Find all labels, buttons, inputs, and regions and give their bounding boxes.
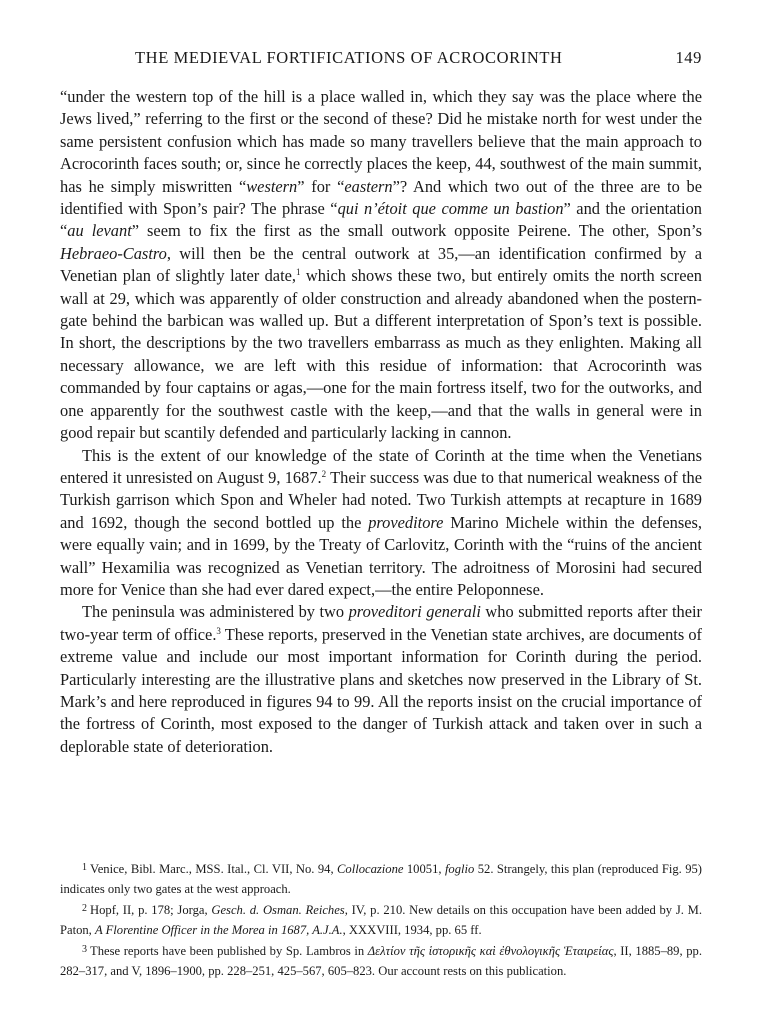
text-run: ” and the orientation “	[60, 199, 702, 241]
italic-quote: qui n’étoit que comme un bastion	[337, 199, 564, 219]
text-run: who submitted reports after their two-year term of office.	[60, 602, 702, 644]
text-run: 10051,	[403, 862, 445, 876]
footnote-2	[60, 899, 702, 940]
italic-term: A Florentine Officer in the Morea in 1687, A.J.A.	[94, 922, 343, 937]
text-run: ” for “	[297, 176, 345, 196]
italic-term: proveditori generali	[348, 602, 481, 622]
text-run: These reports, preserved in the Venetian state archives, are documents of extreme value and include our most important information for Corinth during the period. Particularly interesting are the illustrative plans and sketches now preserved in the Library of St. Mark’s and here reproduced in figures 94 to 99. All the reports insist on the crucial importance of the fortress of Corinth, most exposed to the danger of Turkish attack and taken over in such a deplorable state of deterioration.	[60, 624, 703, 756]
text-run: , will then be the central outwork at 35,—an identification confirmed by a Venetian plan of slightly later date,	[60, 243, 702, 286]
footnote-ref-2[interactable]: 2	[321, 468, 327, 479]
footnote-3	[60, 940, 702, 981]
text-run: , II, 1885–89, pp. 282–317, and V, 1896–1900, pp. 228–251, 425–567, 605–823. Our account rests on this publication.	[60, 944, 702, 978]
text-run: This is the extent of our knowledge of the state of Corinth at the time when the Venetians entered it unresisted on August 9, 1687.	[60, 445, 702, 487]
italic-term: foglio	[444, 862, 475, 876]
italic-term: Δελτίον τῆς ἱστορικῆς καὶ ἐθνολογικῆς Ἑταιρείας	[367, 944, 614, 958]
paragraph-1	[60, 86, 702, 445]
italic-term: western	[246, 176, 298, 196]
footnote-number: 1	[82, 862, 87, 873]
text-run: The peninsula was administered by two	[82, 602, 349, 622]
footnote-ref-1[interactable]: 1	[296, 267, 301, 278]
italic-term: Gesch. d. Osman. Reiches	[211, 903, 345, 917]
text-run: “under the western top of the hill is a place walled in, which they say was the place where the Jews lived,” referring to the first or the second of these? Did he mistake north for west under the same persistent confusion which has made so many travellers believe that the main approach to Acrocorinth faces south; or, since he correctly places the keep, 44, southwest of the main summit, has he simply miswritten “	[60, 87, 702, 196]
text-run: Marino Michele within the defenses, were equally vain; and in 1699, by the Treaty of Carlovitz, Corinth with the “ruins of the ancient wall” Hexamilia was recognized as Venetian territory. The adroitness of Morosini had secured more for Venice than she had ever dared expect,—the entire Peloponnese.	[60, 512, 702, 599]
running-title: THE MEDIEVAL FORTIFICATIONS OF ACROCORINTH	[135, 48, 563, 67]
italic-term: Collocazione	[337, 862, 404, 876]
italic-term: Hebraeo-Castro	[60, 243, 167, 263]
text-run: ” seem to fix the first as the small outwork opposite Peirene. The other, Spon’s	[131, 221, 702, 241]
page-number: 149	[675, 48, 702, 67]
italic-term: proveditore	[368, 512, 444, 532]
footnote-1	[60, 858, 702, 899]
paragraph-3	[60, 601, 702, 758]
footnote-number: 3	[82, 944, 87, 955]
paragraph-2	[60, 445, 702, 602]
text-run: Venice, Bibl. Marc., MSS. Ital., Cl. VII, No. 94,	[90, 862, 337, 876]
text-run: ”? And which two out of the three are to be identified with Spon’s pair? The phrase “	[60, 176, 702, 219]
body-text	[60, 86, 702, 758]
text-run: , XXXVIII, 1934, pp. 65 ff.	[342, 922, 482, 937]
footnotes	[60, 858, 702, 981]
footnote-ref-3[interactable]: 3	[216, 625, 221, 636]
text-run: , IV, p. 210. New details on this occupation have been added by J. M. Paton,	[60, 903, 702, 937]
text-run: Hopf, II, p. 178; Jorga,	[90, 903, 212, 917]
italic-term: eastern	[344, 176, 393, 196]
text-run: These reports have been published by Sp. Lambros in	[90, 944, 368, 958]
footnote-number: 2	[82, 903, 87, 914]
italic-quote: au levant	[67, 221, 132, 241]
text-run: 52. Strangely, this plan (reproduced Fig. 95) indicates only two gates at the west approach.	[60, 862, 703, 896]
text-run: which shows these two, but entirely omits the north screen wall at 29, which was apparently of older construction and already abandoned when the postern-gate behind the barbican was walled up. But a different interpretation of Spon’s text is possible. In short, the descriptions by the two travellers embarrass as much as they enlighten. Making all necessary allowance, we are left with this residue of information: that Acrocorinth was commanded by four captains or agas,—one for the main fortress itself, two for the outworks, and one apparently for the southwest castle with the keep,—and that the walls in general were in good repair but scantily defended and particularly lacking in cannon.	[60, 266, 702, 443]
text-run: Their success was due to that numerical weakness of the Turkish garrison which Spon and Wheler had noted. Two Turkish attempts at recapture in 1689 and 1692, though the second bottled up the	[60, 467, 702, 532]
